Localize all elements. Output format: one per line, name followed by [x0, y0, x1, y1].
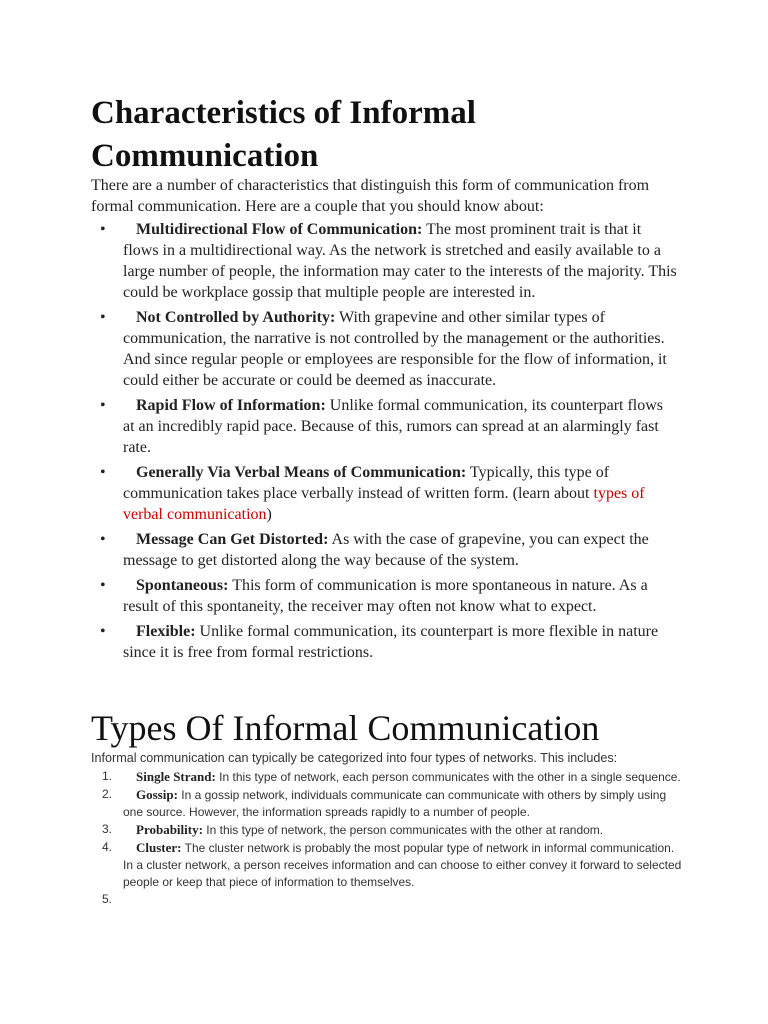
- item-text: With grapevine and other similar types of communication, the narrative is not controlled by the management or the authorities. And since regular people or employees are responsible for the flow of information, it could either be accurate or could be deemed as inaccurate.: [123, 309, 667, 389]
- section-intro-characteristics: There are a number of characteristics that distinguish this form of communication from formal communication. Here are a couple that you should know about:: [91, 177, 650, 215]
- list-item: [0, 621, 678, 663]
- item-text: Unlike formal communication, its counterpart is more flexible in nature since it is free from formal restrictions.: [123, 623, 659, 661]
- item-number: 5.: [102, 892, 113, 906]
- item-term: Rapid Flow of Information:: [136, 397, 326, 414]
- bullet-marker: •: [100, 577, 106, 594]
- item-term: Gossip:: [136, 787, 178, 802]
- section-intro-types: Informal communication can typically be categorized into four types of networks. This includes:: [91, 751, 618, 765]
- item-term: Multidirectional Flow of Communication:: [136, 221, 423, 238]
- list-item: [0, 891, 683, 909]
- list-item: [0, 768, 683, 786]
- bullet-marker: •: [100, 309, 106, 326]
- bullet-marker: •: [100, 221, 106, 238]
- item-text-after: ): [266, 506, 272, 523]
- item-term: Spontaneous:: [136, 577, 229, 594]
- item-number: 3.: [102, 822, 113, 836]
- list-item: [0, 395, 678, 458]
- item-term: Probability:: [136, 822, 203, 837]
- item-text: In a gossip network, individuals communicate can communicate with others by simply using one source. However, the information spreads rapidly to a number of people.: [123, 788, 667, 819]
- item-text: In this type of network, the person communicates with the other at random.: [202, 823, 604, 837]
- list-item: [0, 821, 683, 839]
- list-item: [0, 462, 678, 525]
- item-text: The most prominent trait is that it flows in a multidirectional way. As the network is stretched and easily available to a large number of people, the information may cater to the interests of the majority. This could be workplace gossip that multiple people are interested in.: [123, 221, 677, 301]
- verbal-communication-link[interactable]: types of verbal communication: [123, 485, 645, 523]
- item-text: Unlike formal communication, its counterpart flows at an incredibly rapid pace. Because of this, rumors can spread at an alarmingly fast rate.: [123, 397, 664, 456]
- list-item: [0, 575, 678, 617]
- characteristics-list: [0, 219, 768, 663]
- list-item: [0, 786, 683, 821]
- section-heading-characteristics: Characteristics of Informal Communication: [91, 95, 476, 174]
- section-heading-types: Types Of Informal Communication: [91, 708, 600, 748]
- types-list: [0, 768, 768, 909]
- list-item: [0, 529, 678, 571]
- bullet-marker: •: [100, 464, 106, 481]
- item-text: In this type of network, each person communicates with the other in a single sequence.: [215, 770, 681, 784]
- item-text: As with the case of grapevine, you can expect the message to get distorted along the way because of the system.: [123, 531, 649, 569]
- item-term: Cluster:: [136, 840, 182, 855]
- list-item: [0, 219, 678, 303]
- item-term: Generally Via Verbal Means of Communication:: [136, 464, 467, 481]
- list-item: [0, 839, 683, 891]
- item-term: Flexible:: [136, 623, 196, 640]
- item-text: The cluster network is probably the most popular type of network in informal communication. In a cluster network, a person receives information and can choose to either convey it forward to selected people or keep that piece of information to themselves.: [123, 841, 682, 889]
- item-text: Typically, this type of communication takes place verbally instead of written form. (learn about: [123, 464, 610, 502]
- item-number: 2.: [102, 787, 113, 801]
- item-text: This form of communication is more spontaneous in nature. As a result of this spontaneity, the receiver may often not know what to expect.: [123, 577, 648, 615]
- list-item: [0, 307, 678, 391]
- bullet-marker: •: [100, 397, 106, 414]
- item-number: 1.: [102, 769, 113, 783]
- item-term: Not Controlled by Authority:: [136, 309, 336, 326]
- item-term: [123, 892, 136, 907]
- item-term: Single Strand:: [136, 769, 216, 784]
- bullet-marker: •: [100, 531, 106, 548]
- item-number: 4.: [102, 840, 113, 854]
- bullet-marker: •: [100, 623, 106, 640]
- item-term: Message Can Get Distorted:: [136, 531, 329, 548]
